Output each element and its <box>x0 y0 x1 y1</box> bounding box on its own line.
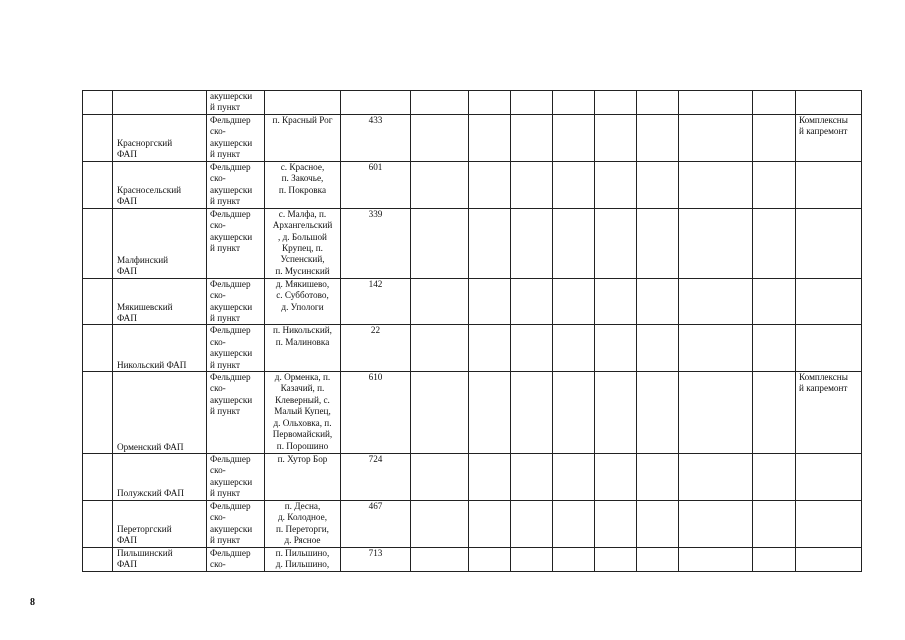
type-text: Фельдшер ско- акушерски й пункт <box>210 454 253 499</box>
empty-cell <box>637 91 679 115</box>
type-cell <box>207 161 265 208</box>
index-cell <box>83 208 113 278</box>
empty-cell <box>411 161 469 208</box>
type-cell <box>207 91 265 115</box>
places-cell <box>265 114 341 161</box>
empty-cell <box>595 500 637 547</box>
population-cell <box>341 208 411 278</box>
empty-cell <box>553 208 595 278</box>
table-row <box>83 114 862 161</box>
empty-cell <box>511 547 553 571</box>
name-text: Мякишевский ФАП <box>117 301 173 324</box>
note-text: Комплексны й капремонт <box>799 114 848 137</box>
type-text: Фельдшер ско- акушерски й пункт <box>210 114 253 160</box>
population-text: 339 <box>368 208 383 219</box>
type-text: акушерски й пункт <box>210 91 253 113</box>
type-cell <box>207 114 265 161</box>
places-text: п. Десна, д. Колодное, п. Переторги, д. Рясное <box>276 500 329 545</box>
empty-cell <box>637 208 679 278</box>
places-text: д. Мякишево, с. Субботово, д. Упологи <box>275 278 330 312</box>
empty-cell <box>753 278 796 325</box>
population-cell <box>341 547 411 571</box>
index-cell <box>83 500 113 547</box>
empty-cell <box>637 547 679 571</box>
name-text: Никольский ФАП <box>117 359 187 370</box>
empty-cell <box>753 325 796 372</box>
population-cell <box>341 325 411 372</box>
index-cell <box>83 454 113 501</box>
index-cell <box>83 372 113 454</box>
empty-cell <box>595 91 637 115</box>
empty-cell <box>679 547 753 571</box>
name-text: Пильшинский ФАП <box>117 547 173 570</box>
name-text: Красносельский ФАП <box>117 185 182 207</box>
empty-cell <box>511 372 553 454</box>
type-text: Фельдшер ско- акушерски й пункт <box>210 372 253 417</box>
population-text: 601 <box>368 161 383 172</box>
population-text: 713 <box>368 547 383 558</box>
population-cell <box>341 372 411 454</box>
table-row <box>83 372 862 454</box>
empty-cell <box>553 454 595 501</box>
places-text: с. Малфа, п. Архангельский , д. Большой Крупец, п. Успенский, п. Мусинский <box>272 208 333 276</box>
empty-cell <box>679 454 753 501</box>
empty-cell <box>469 161 511 208</box>
empty-cell <box>595 114 637 161</box>
empty-cell <box>411 91 469 115</box>
empty-cell <box>469 91 511 115</box>
places-text: с. Красное, п. Закочье, п. Покровка <box>278 161 327 195</box>
type-text: Фельдшер ско- акушерски й пункт <box>210 500 253 545</box>
note-cell <box>796 114 862 161</box>
name-cell <box>113 91 207 115</box>
name-cell <box>113 161 207 208</box>
empty-cell <box>595 372 637 454</box>
empty-cell <box>469 547 511 571</box>
empty-cell <box>753 454 796 501</box>
index-cell <box>83 278 113 325</box>
type-cell <box>207 454 265 501</box>
note-cell <box>796 500 862 547</box>
name-text: Орменский ФАП <box>117 441 184 452</box>
population-cell <box>341 161 411 208</box>
empty-cell <box>637 278 679 325</box>
index-cell <box>83 161 113 208</box>
index-cell <box>83 91 113 115</box>
places-cell <box>265 208 341 278</box>
empty-cell <box>469 325 511 372</box>
type-text: Фельдшер ско- акушерски й пункт <box>210 278 253 324</box>
index-cell <box>83 547 113 571</box>
empty-cell <box>511 325 553 372</box>
population-cell <box>341 500 411 547</box>
index-cell <box>83 325 113 372</box>
table-row <box>83 454 862 501</box>
places-text: п. Хутор Бор <box>277 454 328 465</box>
empty-cell <box>679 500 753 547</box>
type-cell <box>207 278 265 325</box>
page-number: 8 <box>30 597 35 608</box>
population-cell <box>341 454 411 501</box>
type-cell <box>207 547 265 571</box>
name-cell <box>113 547 207 571</box>
type-text: Фельдшер ско- акушерски й пункт <box>210 208 253 254</box>
empty-cell <box>411 114 469 161</box>
table-row <box>83 161 862 208</box>
type-cell <box>207 208 265 278</box>
name-text: Красноргский ФАП <box>117 138 173 160</box>
empty-cell <box>637 454 679 501</box>
places-cell <box>265 91 341 115</box>
note-cell <box>796 547 862 571</box>
empty-cell <box>595 325 637 372</box>
empty-cell <box>679 278 753 325</box>
empty-cell <box>553 547 595 571</box>
empty-cell <box>511 500 553 547</box>
empty-cell <box>511 91 553 115</box>
type-cell <box>207 372 265 454</box>
population-text: 610 <box>368 372 383 383</box>
name-cell <box>113 500 207 547</box>
empty-cell <box>753 547 796 571</box>
name-cell <box>113 325 207 372</box>
empty-cell <box>553 278 595 325</box>
empty-cell <box>637 114 679 161</box>
empty-cell <box>679 325 753 372</box>
empty-cell <box>469 372 511 454</box>
empty-cell <box>679 91 753 115</box>
index-cell <box>83 114 113 161</box>
places-cell <box>265 500 341 547</box>
places-text: п. Красный Рог <box>272 114 333 125</box>
places-text: п. Пильшино, д. Пильшино, <box>275 547 330 570</box>
places-cell <box>265 547 341 571</box>
places-cell <box>265 161 341 208</box>
empty-cell <box>679 114 753 161</box>
type-cell <box>207 325 265 372</box>
empty-cell <box>595 161 637 208</box>
empty-cell <box>753 114 796 161</box>
empty-cell <box>553 114 595 161</box>
empty-cell <box>753 500 796 547</box>
empty-cell <box>637 372 679 454</box>
note-cell <box>796 278 862 325</box>
name-cell <box>113 454 207 501</box>
places-cell <box>265 278 341 325</box>
empty-cell <box>411 278 469 325</box>
population-text: 724 <box>368 454 383 465</box>
name-cell <box>113 278 207 325</box>
type-text: Фельдшер ско- <box>210 547 251 570</box>
note-text: Комплексны й капремонт <box>799 372 848 394</box>
note-cell <box>796 325 862 372</box>
population-text: 22 <box>370 325 381 336</box>
type-text: Фельдшер ско- акушерски й пункт <box>210 161 253 207</box>
table-row <box>83 278 862 325</box>
population-cell <box>341 91 411 115</box>
empty-cell <box>679 208 753 278</box>
population-cell <box>341 278 411 325</box>
note-cell <box>796 372 862 454</box>
empty-cell <box>553 161 595 208</box>
places-cell <box>265 454 341 501</box>
table-row <box>83 91 862 115</box>
empty-cell <box>553 325 595 372</box>
empty-cell <box>595 454 637 501</box>
empty-cell <box>469 278 511 325</box>
name-text: Малфинский ФАП <box>117 255 169 277</box>
name-text: Переторгский ФАП <box>117 523 172 546</box>
type-cell <box>207 500 265 547</box>
empty-cell <box>595 208 637 278</box>
population-text: 433 <box>368 114 383 125</box>
table-row <box>83 325 862 372</box>
empty-cell <box>753 372 796 454</box>
empty-cell <box>595 547 637 571</box>
empty-cell <box>637 500 679 547</box>
empty-cell <box>753 91 796 115</box>
empty-cell <box>679 372 753 454</box>
population-text: 467 <box>368 500 383 511</box>
empty-cell <box>637 161 679 208</box>
empty-cell <box>411 454 469 501</box>
note-cell <box>796 208 862 278</box>
name-cell <box>113 372 207 454</box>
empty-cell <box>411 500 469 547</box>
empty-cell <box>469 454 511 501</box>
empty-cell <box>469 208 511 278</box>
empty-cell <box>511 114 553 161</box>
empty-cell <box>637 325 679 372</box>
empty-cell <box>553 500 595 547</box>
empty-cell <box>411 325 469 372</box>
note-cell <box>796 91 862 115</box>
places-cell <box>265 372 341 454</box>
table-row <box>83 547 862 571</box>
empty-cell <box>553 91 595 115</box>
places-text: п. Никольский, п. Малиновка <box>273 325 332 347</box>
empty-cell <box>679 161 753 208</box>
empty-cell <box>553 372 595 454</box>
empty-cell <box>595 278 637 325</box>
empty-cell <box>469 500 511 547</box>
note-cell <box>796 454 862 501</box>
empty-cell <box>511 161 553 208</box>
empty-cell <box>469 114 511 161</box>
facilities-table <box>82 90 862 572</box>
empty-cell <box>511 454 553 501</box>
places-text: д. Орменка, п. Казачий, п. Клеверный, с. Малый Купец, д. Ольховка, п. Первомайский, п. Порошино <box>272 372 333 451</box>
type-text: Фельдшер ско- акушерски й пункт <box>210 325 253 370</box>
name-text: Полужский ФАП <box>117 488 184 499</box>
empty-cell <box>411 372 469 454</box>
note-cell <box>796 161 862 208</box>
table-body <box>83 91 862 572</box>
name-cell <box>113 114 207 161</box>
empty-cell <box>753 208 796 278</box>
population-cell <box>341 114 411 161</box>
table-row <box>83 500 862 547</box>
empty-cell <box>511 278 553 325</box>
empty-cell <box>511 208 553 278</box>
table-row <box>83 208 862 278</box>
places-cell <box>265 325 341 372</box>
empty-cell <box>411 208 469 278</box>
empty-cell <box>411 547 469 571</box>
population-text: 142 <box>368 278 383 289</box>
name-cell <box>113 208 207 278</box>
empty-cell <box>753 161 796 208</box>
